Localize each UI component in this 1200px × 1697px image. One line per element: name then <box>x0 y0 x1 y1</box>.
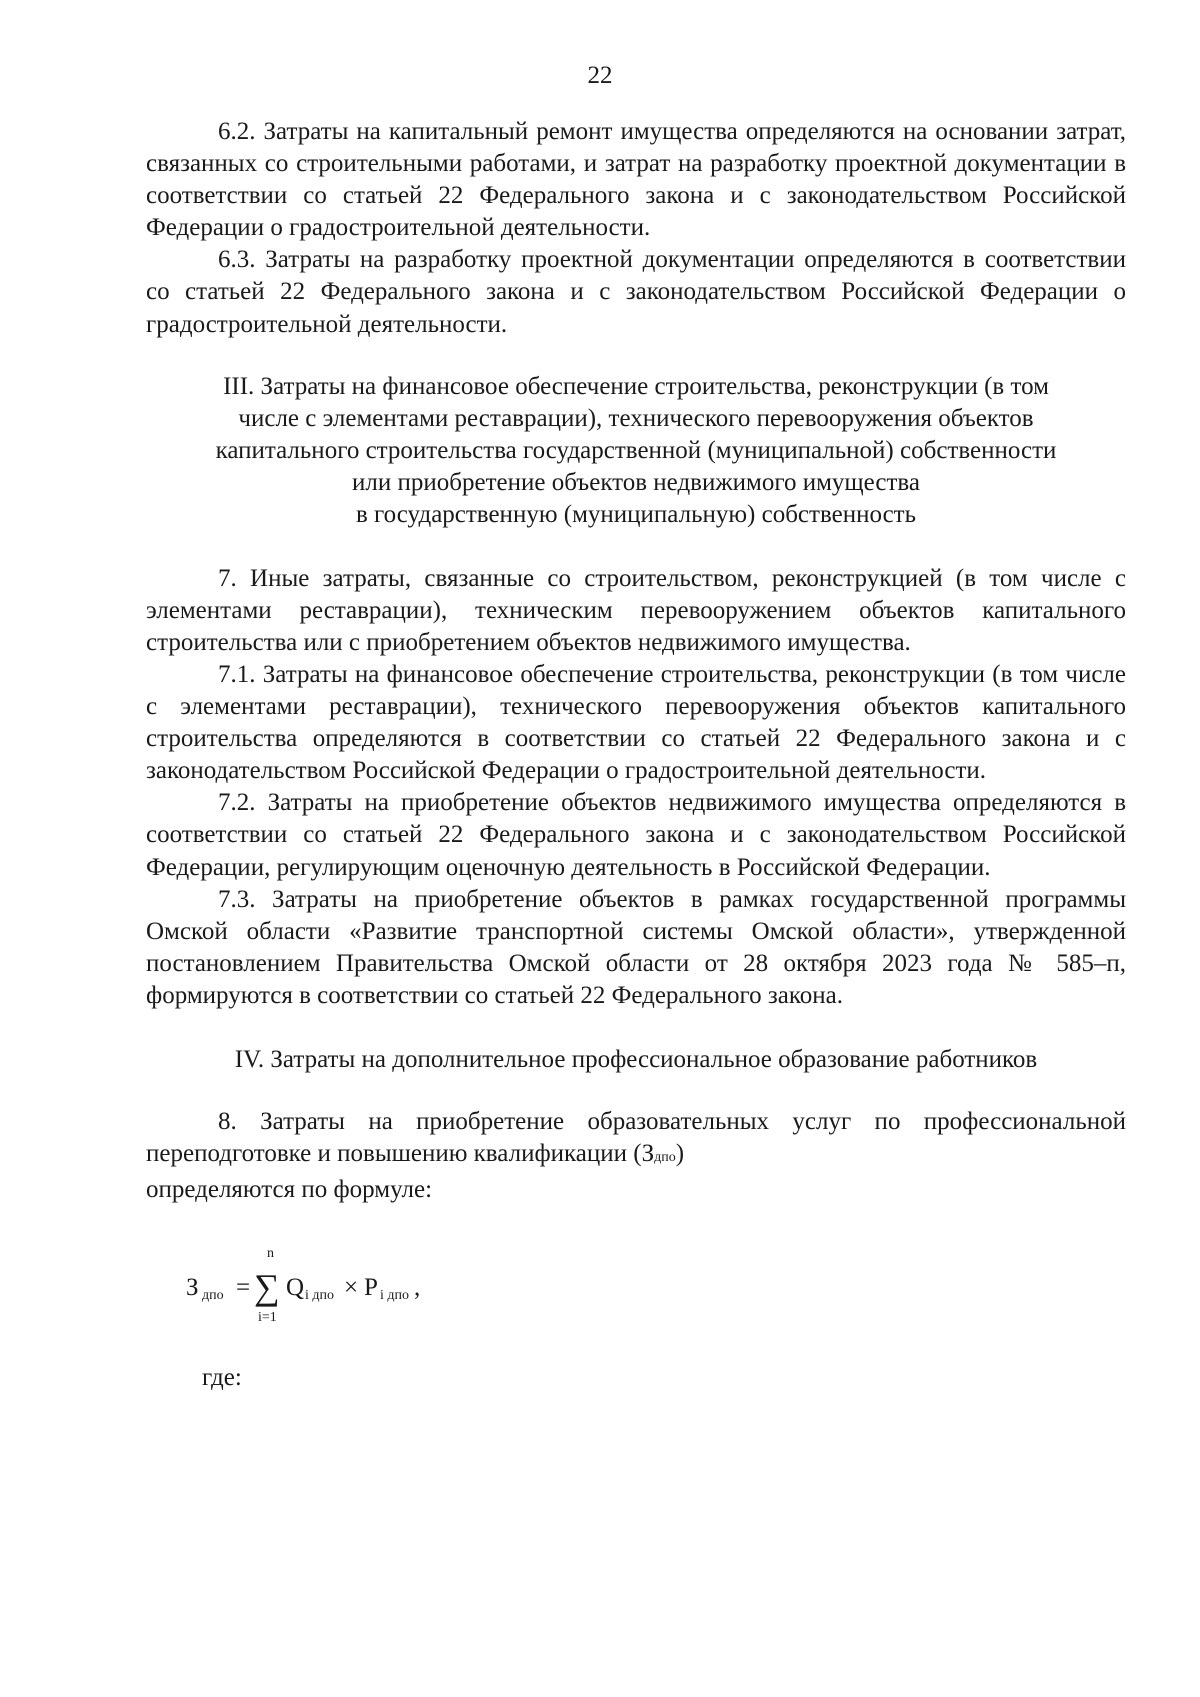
section-4-heading: IV. Затраты на дополнительное профессиональное образование работников <box>234 1045 1038 1073</box>
formula-sum-lower: i=1 <box>258 1310 277 1326</box>
formula-times: × <box>344 1274 359 1302</box>
paragraph-8-text: 8. Затраты на приобретение образовательных услуг по профессиональной переподготовке и повышению квалификации (З <box>146 1107 1126 1168</box>
section-3-heading <box>146 371 1126 531</box>
section-3-heading-line: III. Затраты на финансовое обеспечение строительства, реконструкции (в том <box>223 372 1049 400</box>
formula-lhs-subscript: дпо <box>202 1288 224 1304</box>
paragraph-6-3: 6.3. Затраты на разработку проектной документации определяются в соответствии со статьей 22 Федерального закона и с законодательством Российской Федерации о градостроительной деятельности. <box>146 246 1126 338</box>
formula-q-subscript: i дпо <box>305 1288 335 1304</box>
formula-sum-upper: n <box>267 1246 274 1262</box>
formula-equals: = <box>236 1274 251 1302</box>
paragraph-8-close: ) <box>675 1140 685 1168</box>
paragraph-8 <box>146 1106 1126 1174</box>
formula-comma: , <box>414 1274 421 1302</box>
paragraph-7-1: 7.1. Затраты на финансовое обеспечение строительства, реконструкции (в том числе с элементами реставрации), технического перевооружения объектов капитального строительства определяются в соответствии со статьей 22 Федерального закона и с законодательством Российской Федерации о градостроительной деятельности. <box>146 660 1126 785</box>
where-label: где: <box>202 1364 242 1392</box>
formula-p: P <box>364 1274 378 1302</box>
page-body <box>146 116 1126 1394</box>
paragraph-6-2: 6.2. Затраты на капитальный ремонт имущества определяются на основании затрат, связанных со строительными работами, и затрат на разработку проектной документации в соответствии со статьей 22 Федерального закона и с законодательством Российской Федерации о градостроительной деятельности. <box>146 118 1126 242</box>
paragraph-7-3: 7.3. Затраты на приобретение объектов в рамках государственной программы Омской области «Развитие транспортной системы Омской области», утвержденной постановлением Правительства Омской области от 28 октября 2023 года № 585–п, формируются в соответствии со статьей 22 Федерального закона. <box>146 885 1126 1009</box>
formula-sigma: ∑ <box>254 1267 280 1308</box>
paragraph-7: 7. Иные затраты, связанные со строительством, реконструкцией (в том числе с элементами реставрации), техническим перевооружением объектов капитального строительства или с приобретением объектов недвижимого имущества. <box>146 564 1126 656</box>
paragraph-8-subscript: дпо <box>654 1150 676 1166</box>
formula-lhs: З <box>186 1274 199 1302</box>
section-3-heading-line: в государственную (муниципальную) собственность <box>355 500 917 528</box>
formula <box>146 1236 1126 1336</box>
section-3-heading-line: капитального строительства государственной (муниципальной) собственности <box>215 436 1057 464</box>
page-number: 22 <box>587 62 613 89</box>
section-3-heading-line: или приобретение объектов недвижимого имущества <box>352 468 920 496</box>
paragraph-8-formula-intro: определяются по формуле: <box>146 1176 433 1204</box>
formula-q: Q <box>286 1274 305 1302</box>
formula-p-subscript: i дпо <box>380 1288 410 1304</box>
paragraph-7-2: 7.2. Затраты на приобретение объектов недвижимого имущества определяются в соответствии со статьей 22 Федерального закона и с законодательством Российской Федерации, регулирующим оценочную деятельность в Российской Федерации. <box>146 789 1126 881</box>
section-3-heading-line: числе с элементами реставрации), технического перевооружения объектов <box>238 404 1034 432</box>
